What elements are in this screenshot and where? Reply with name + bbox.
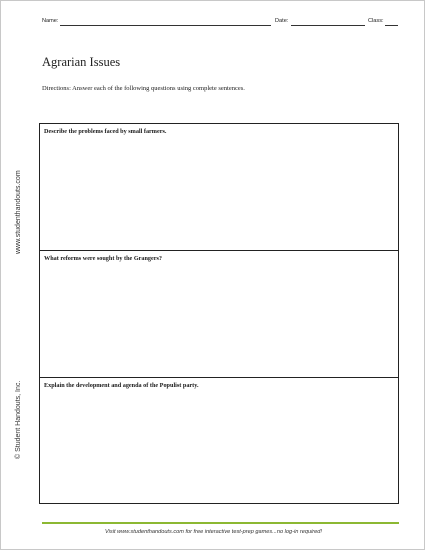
date-line — [291, 25, 365, 26]
class-label: Class: — [368, 18, 384, 24]
side-copyright-text: © Student Handouts, Inc. — [15, 380, 22, 459]
question-2: What reforms were sought by the Grangers? — [44, 255, 163, 262]
directions-text: Directions: Answer each of the following questions using complete sentences. — [42, 85, 245, 92]
side-website-text: www.studenthandouts.com — [15, 170, 22, 254]
footer-divider — [42, 522, 399, 524]
question-1: Describe the problems faced by small farmers. — [44, 128, 167, 135]
answer-box-2[interactable] — [39, 250, 399, 377]
question-3: Explain the development and agenda of the Populist party. — [44, 382, 199, 389]
date-label: Date: — [275, 18, 289, 24]
answer-box-1[interactable] — [39, 123, 399, 250]
footer-text: Visit www.studenthandouts.com for free interactive test-prep games...no log-in required! — [105, 529, 322, 535]
answer-box-3[interactable] — [39, 377, 399, 504]
header-fields — [42, 16, 398, 28]
name-label: Name: — [42, 18, 59, 24]
class-line — [385, 25, 398, 26]
name-line — [60, 25, 271, 26]
page-title: Agrarian Issues — [42, 55, 121, 69]
